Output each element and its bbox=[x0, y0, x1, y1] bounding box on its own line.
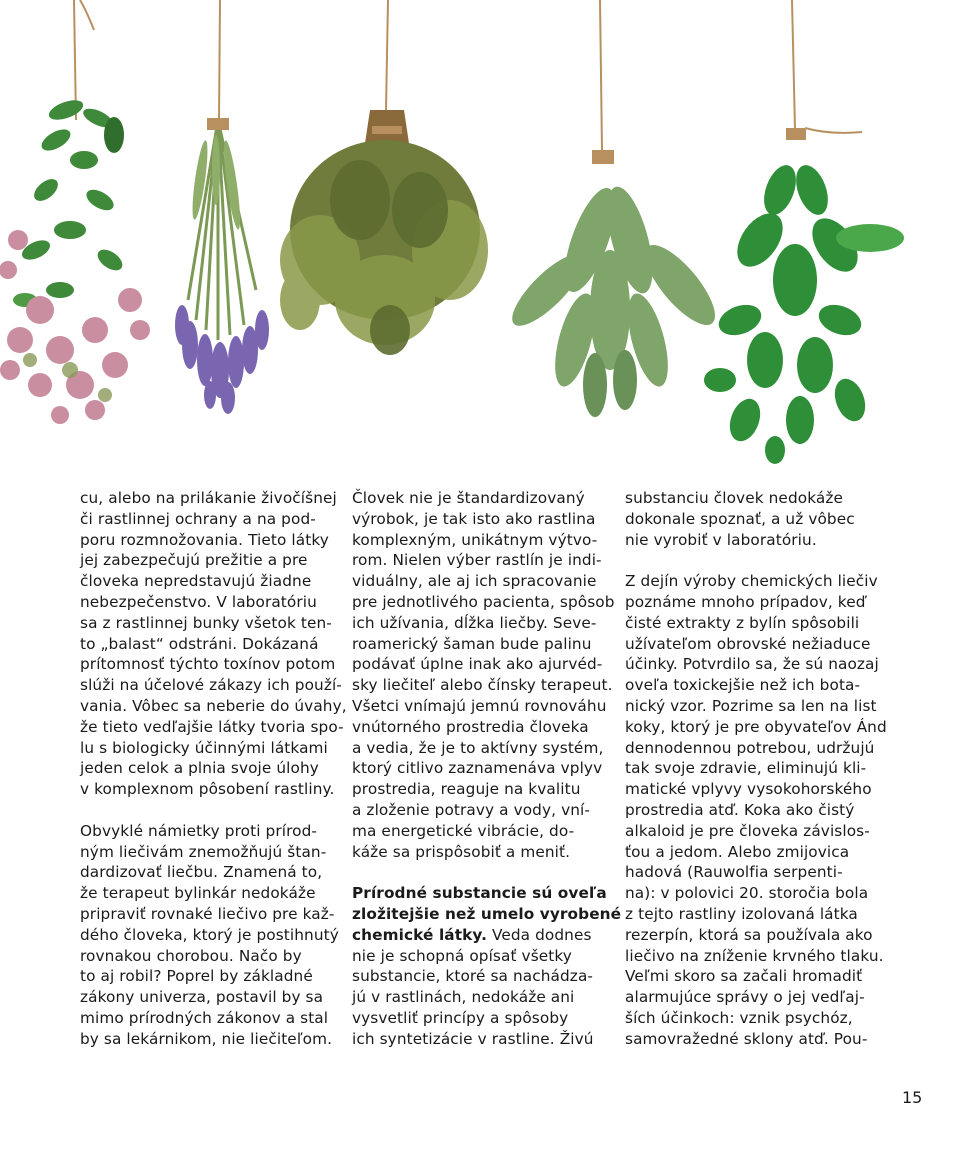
text-column-right bbox=[625, 488, 885, 1050]
text-column-left bbox=[80, 488, 347, 1050]
text-line bbox=[80, 758, 335, 779]
text-line bbox=[625, 842, 885, 863]
body-text: ťou a jedom. Alebo zmijovica bbox=[625, 842, 850, 861]
text-line bbox=[352, 654, 612, 675]
text-line bbox=[352, 717, 612, 738]
body-text: dého človeka, ktorý je postihnutý bbox=[80, 925, 339, 944]
text-line bbox=[80, 883, 335, 904]
body-text: substancie, ktoré sa nachádza- bbox=[352, 967, 594, 986]
text-line bbox=[625, 509, 885, 530]
body-text: ktorý citlivo zaznamenáva vplyv bbox=[352, 759, 603, 778]
body-text: rezerpín, ktorá sa používala ako bbox=[625, 925, 873, 944]
body-text: slúži na účelové zákazy ich použí- bbox=[80, 676, 342, 695]
body-text: pripraviť rovnaké liečivo pre kaž- bbox=[80, 904, 335, 923]
text-line bbox=[352, 904, 622, 925]
text-line bbox=[625, 883, 885, 904]
text-line bbox=[80, 530, 335, 551]
body-text: nie je schopná opísať všetky bbox=[352, 946, 572, 965]
body-text: káže sa prispôsobiť a meniť. bbox=[352, 842, 571, 861]
body-text: to aj robil? Poprel by základné bbox=[80, 967, 313, 986]
body-text: roamerický šaman bude palinu bbox=[352, 634, 592, 653]
bold-text: Prírodné substancie sú oveľa bbox=[352, 884, 607, 903]
body-text: nebezpečenstvo. V laboratóriu bbox=[80, 592, 317, 611]
text-line bbox=[352, 488, 612, 509]
body-text: človeka nepredstavujú žiadne bbox=[80, 572, 312, 591]
text-line bbox=[625, 571, 885, 592]
text-line bbox=[80, 550, 335, 571]
text-line bbox=[80, 966, 335, 987]
body-text: substanciu človek nedokáže bbox=[625, 489, 844, 507]
text-line bbox=[80, 488, 335, 509]
body-text: Človek nie je štandardizovaný bbox=[352, 489, 585, 507]
text-line bbox=[80, 696, 347, 717]
text-line bbox=[352, 925, 612, 946]
text-line bbox=[352, 758, 612, 779]
text-line bbox=[80, 592, 335, 613]
body-text: alarmujúce správy o jej vedľaj- bbox=[625, 988, 865, 1007]
body-text: dokonale spoznať, a už vôbec bbox=[625, 509, 855, 528]
body-text: mimo prírodných zákonov a stal bbox=[80, 1008, 329, 1027]
body-text: alkaloid je pre človeka závislos- bbox=[625, 821, 870, 840]
text-line bbox=[80, 862, 335, 883]
body-text: nický vzor. Pozrime sa len na list bbox=[625, 696, 877, 715]
text-line bbox=[80, 1029, 335, 1050]
text-line bbox=[80, 904, 335, 925]
text-line bbox=[625, 925, 885, 946]
body-text: Všetci vnímajú jemnú rovnováhu bbox=[352, 696, 607, 715]
body-text: cu, alebo na prilákanie živočíšnej bbox=[80, 489, 337, 507]
text-line bbox=[352, 987, 612, 1008]
text-line bbox=[625, 1008, 885, 1029]
text-column-middle bbox=[352, 488, 622, 1050]
text-line bbox=[352, 634, 612, 655]
body-text: ma energetické vibrácie, do- bbox=[352, 821, 575, 840]
text-line bbox=[80, 675, 342, 696]
text-line bbox=[625, 821, 885, 842]
text-line bbox=[352, 613, 612, 634]
body-text: sa z rastlinnej bunky všetok ten- bbox=[80, 613, 332, 632]
body-text: rom. Nielen výber rastlín je indi- bbox=[352, 551, 602, 570]
text-line bbox=[625, 1029, 885, 1050]
body-text: že terapeut bylinkár nedokáže bbox=[80, 884, 316, 903]
text-line bbox=[625, 862, 885, 883]
body-text: zákony univerza, postavil by sa bbox=[80, 988, 324, 1007]
paragraph-gap bbox=[625, 550, 885, 571]
text-line bbox=[80, 987, 335, 1008]
bold-text: zložitejšie než umelo vyrobené bbox=[352, 904, 622, 923]
text-line bbox=[352, 800, 612, 821]
bold-text: chemické látky. bbox=[352, 925, 487, 944]
text-line bbox=[625, 717, 885, 738]
body-text: hadová (Rauwolfia serpenti- bbox=[625, 863, 843, 882]
body-text: z tejto rastliny izolovaná látka bbox=[625, 904, 858, 923]
text-line bbox=[352, 842, 612, 863]
text-line bbox=[80, 925, 339, 946]
text-line bbox=[625, 592, 885, 613]
body-text: nie vyrobiť v laboratóriu. bbox=[625, 530, 817, 549]
text-line bbox=[625, 758, 885, 779]
text-line bbox=[352, 1029, 612, 1050]
body-text: výrobok, je tak isto ako rastlina bbox=[352, 509, 596, 528]
body-text: v komplexnom pôsobení rastliny. bbox=[80, 780, 335, 799]
text-line bbox=[625, 488, 885, 509]
body-text: dennodennou potrebou, udržujú bbox=[625, 738, 875, 757]
oregano-bundle bbox=[0, 96, 150, 424]
text-line bbox=[80, 654, 335, 675]
body-text: lu s biologicky účinnými látkami bbox=[80, 738, 328, 757]
text-line bbox=[625, 800, 885, 821]
text-line bbox=[352, 550, 612, 571]
text-line bbox=[80, 509, 335, 530]
body-text: tak svoje zdravie, eliminujú kli- bbox=[625, 759, 867, 778]
body-text: koky, ktorý je pre obyvateľov Ánd bbox=[625, 717, 887, 736]
body-text: vysvetliť princípy a spôsoby bbox=[352, 1008, 569, 1027]
body-text: podávať úplne inak ako ajurvéd- bbox=[352, 655, 603, 674]
text-line bbox=[352, 946, 612, 967]
body-text: ich užívania, dĺžka liečby. Seve- bbox=[352, 613, 597, 632]
text-line bbox=[80, 779, 335, 800]
hanging-herbs-photo bbox=[0, 0, 980, 470]
body-text: prostredia atď. Koka ako čistý bbox=[625, 800, 855, 819]
text-line bbox=[352, 675, 612, 696]
body-text: Veda dodnes bbox=[486, 925, 592, 944]
text-line bbox=[625, 779, 885, 800]
body-text: poru rozmnožovania. Tieto látky bbox=[80, 530, 329, 549]
body-text: dardizovať liečbu. Znamená to, bbox=[80, 863, 323, 882]
text-line bbox=[625, 613, 885, 634]
text-line bbox=[80, 738, 335, 759]
body-text: jeden celok a plnia svoje úlohy bbox=[80, 759, 319, 778]
body-text: samovražedné sklony atď. Pou- bbox=[625, 1029, 868, 1048]
text-line bbox=[80, 634, 335, 655]
text-line bbox=[80, 717, 344, 738]
text-line bbox=[352, 779, 612, 800]
text-line bbox=[625, 904, 885, 925]
body-text: viduálny, ale aj ich spracovanie bbox=[352, 572, 597, 591]
text-line bbox=[352, 696, 612, 717]
text-line bbox=[625, 987, 885, 1008]
text-line bbox=[352, 571, 612, 592]
body-text: ich syntetizácie v rastline. Živú bbox=[352, 1029, 594, 1048]
body-text: že tieto vedľajšie látky tvoria spo- bbox=[80, 717, 344, 736]
body-text: účinky. Potvrdilo sa, že sú naozaj bbox=[625, 655, 879, 674]
text-line bbox=[352, 821, 612, 842]
twine-strings bbox=[74, 0, 862, 150]
body-text: a vedia, že je to aktívny systém, bbox=[352, 738, 604, 757]
body-text: poznáme mnoho prípadov, keď bbox=[625, 592, 866, 611]
text-line bbox=[625, 966, 885, 987]
body-text: prítomnosť týchto toxínov potom bbox=[80, 655, 336, 674]
sage-bundle bbox=[503, 150, 726, 417]
mint-bundle bbox=[704, 128, 904, 464]
text-line bbox=[625, 946, 885, 967]
text-line bbox=[352, 1008, 612, 1029]
body-text: sky liečiteľ alebo čínsky terapeut. bbox=[352, 676, 613, 695]
text-line bbox=[625, 696, 885, 717]
text-line bbox=[625, 634, 885, 655]
text-line bbox=[352, 530, 612, 551]
body-text: oveľa toxickejšie než ich bota- bbox=[625, 676, 861, 695]
body-text: užívateľom obrovské nežiaduce bbox=[625, 634, 871, 653]
body-text: by sa lekárnikom, nie liečiteľom. bbox=[80, 1029, 333, 1048]
body-text: na): v polovici 20. storočia bola bbox=[625, 884, 869, 903]
text-line bbox=[80, 946, 335, 967]
body-text: vnútorného prostredia človeka bbox=[352, 717, 589, 736]
body-text: Obvyklé námietky proti prírod- bbox=[80, 821, 318, 840]
body-text: rovnakou chorobou. Načo by bbox=[80, 946, 302, 965]
body-text: liečivo na zníženie krvného tlaku. bbox=[625, 946, 884, 965]
body-text: ným liečivám znemožňujú štan- bbox=[80, 842, 327, 861]
page-number: 15 bbox=[902, 1088, 923, 1107]
text-line bbox=[80, 821, 335, 842]
body-text: či rastlinnej ochrany a na pod- bbox=[80, 509, 316, 528]
text-line bbox=[352, 883, 612, 904]
text-line bbox=[80, 842, 335, 863]
body-text: komplexným, unikátnym výtvo- bbox=[352, 530, 598, 549]
body-text: jú v rastlinách, nedokáže ani bbox=[352, 988, 575, 1007]
text-line bbox=[625, 530, 885, 551]
body-text: matické vplyvy vysokohorského bbox=[625, 780, 872, 799]
text-line bbox=[625, 675, 885, 696]
paragraph-gap bbox=[80, 800, 335, 821]
body-text: pre jednotlivého pacienta, spôsob bbox=[352, 592, 615, 611]
body-text: to „balast“ odstráni. Dokázaná bbox=[80, 634, 319, 653]
text-line bbox=[352, 966, 612, 987]
body-text: ších účinkoch: vznik psychóz, bbox=[625, 1008, 853, 1027]
text-line bbox=[352, 592, 615, 613]
body-text: jej zabezpečujú prežitie a pre bbox=[80, 551, 308, 570]
text-line bbox=[352, 509, 612, 530]
text-line bbox=[352, 738, 612, 759]
text-line bbox=[80, 613, 335, 634]
text-line bbox=[625, 738, 885, 759]
body-text: a zloženie potravy a vody, vní- bbox=[352, 800, 590, 819]
paragraph-gap bbox=[352, 862, 612, 883]
body-text: prostredia, reaguje na kvalitu bbox=[352, 780, 581, 799]
body-text: Veľmi skoro sa začali hromadiť bbox=[625, 967, 863, 986]
text-line bbox=[80, 571, 335, 592]
thyme-bundle bbox=[280, 110, 488, 355]
body-text: Z dejín výroby chemických liečiv bbox=[625, 572, 878, 591]
text-line bbox=[625, 654, 885, 675]
body-text: vania. Vôbec sa neberie do úvahy, bbox=[80, 696, 347, 715]
text-line bbox=[80, 1008, 335, 1029]
body-text: čisté extrakty z bylín spôsobili bbox=[625, 613, 860, 632]
lavender-bundle bbox=[175, 118, 269, 414]
